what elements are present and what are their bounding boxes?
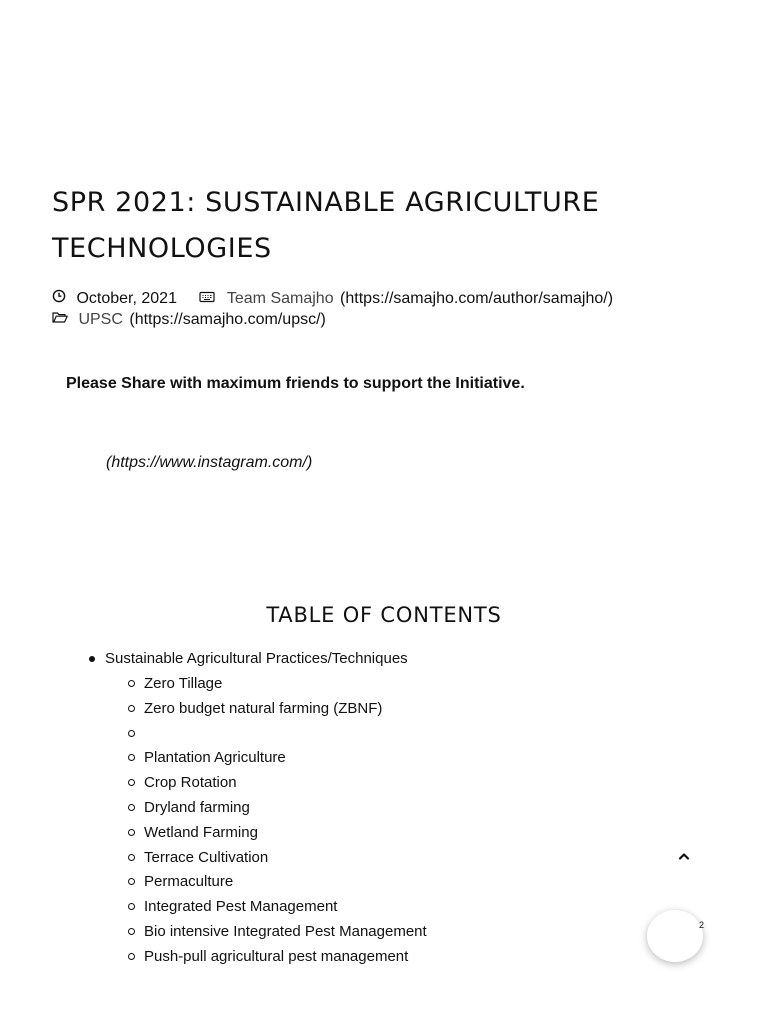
post-date: October, 2021 — [76, 289, 177, 307]
keyboard-icon — [199, 290, 215, 308]
share-count-badge: 2 — [699, 920, 705, 930]
table-of-contents — [88, 648, 427, 970]
post-meta-date-author — [52, 289, 613, 308]
share-message: Please Share with maximum friends to support the Initiative. — [66, 375, 525, 392]
toc-item[interactable]: Crop Rotation — [88, 771, 427, 796]
clock-icon — [52, 289, 66, 308]
folder-open-icon — [52, 311, 68, 329]
toc-item[interactable]: Dryland farming — [88, 796, 427, 821]
toc-item[interactable]: Push-pull agricultural pest management — [88, 945, 427, 970]
toc-subsection-list — [88, 672, 427, 970]
author-url[interactable]: (https://samajho.com/author/samajho/) — [340, 289, 614, 307]
toc-item[interactable]: Integrated Pest Management — [88, 895, 427, 920]
page-title: SPR 2021: SUSTAINABLE AGRICULTURE TECHNOLOGIES — [52, 187, 600, 264]
toc-item[interactable]: Bio intensive Integrated Pest Management — [88, 920, 427, 945]
category-url[interactable]: (https://samajho.com/upsc/) — [129, 311, 326, 329]
scroll-to-top-button[interactable] — [676, 849, 692, 861]
author-link[interactable]: Team Samajho — [226, 289, 334, 307]
toc-item[interactable]: Terrace Cultivation — [88, 846, 427, 871]
toc-section — [88, 648, 427, 970]
toc-item[interactable]: Zero Tillage — [88, 672, 427, 697]
share-widget-button[interactable] — [647, 910, 703, 962]
category-link[interactable]: UPSC — [78, 311, 123, 329]
post-meta-category — [52, 311, 326, 329]
toc-title: TABLE OF CONTENTS — [266, 603, 502, 627]
instagram-link[interactable]: (https://www.instagram.com/) — [106, 454, 313, 471]
toc-section-link[interactable]: Sustainable Agricultural Practices/Techniques — [88, 648, 427, 672]
toc-item[interactable]: Permaculture — [88, 870, 427, 895]
toc-item[interactable]: Plantation Agriculture — [88, 746, 427, 771]
toc-item[interactable]: Zero budget natural farming (ZBNF) — [88, 697, 427, 722]
chevron-up-icon — [676, 849, 692, 866]
toc-item[interactable]: Wetland Farming — [88, 821, 427, 846]
toc-item[interactable] — [88, 722, 427, 747]
